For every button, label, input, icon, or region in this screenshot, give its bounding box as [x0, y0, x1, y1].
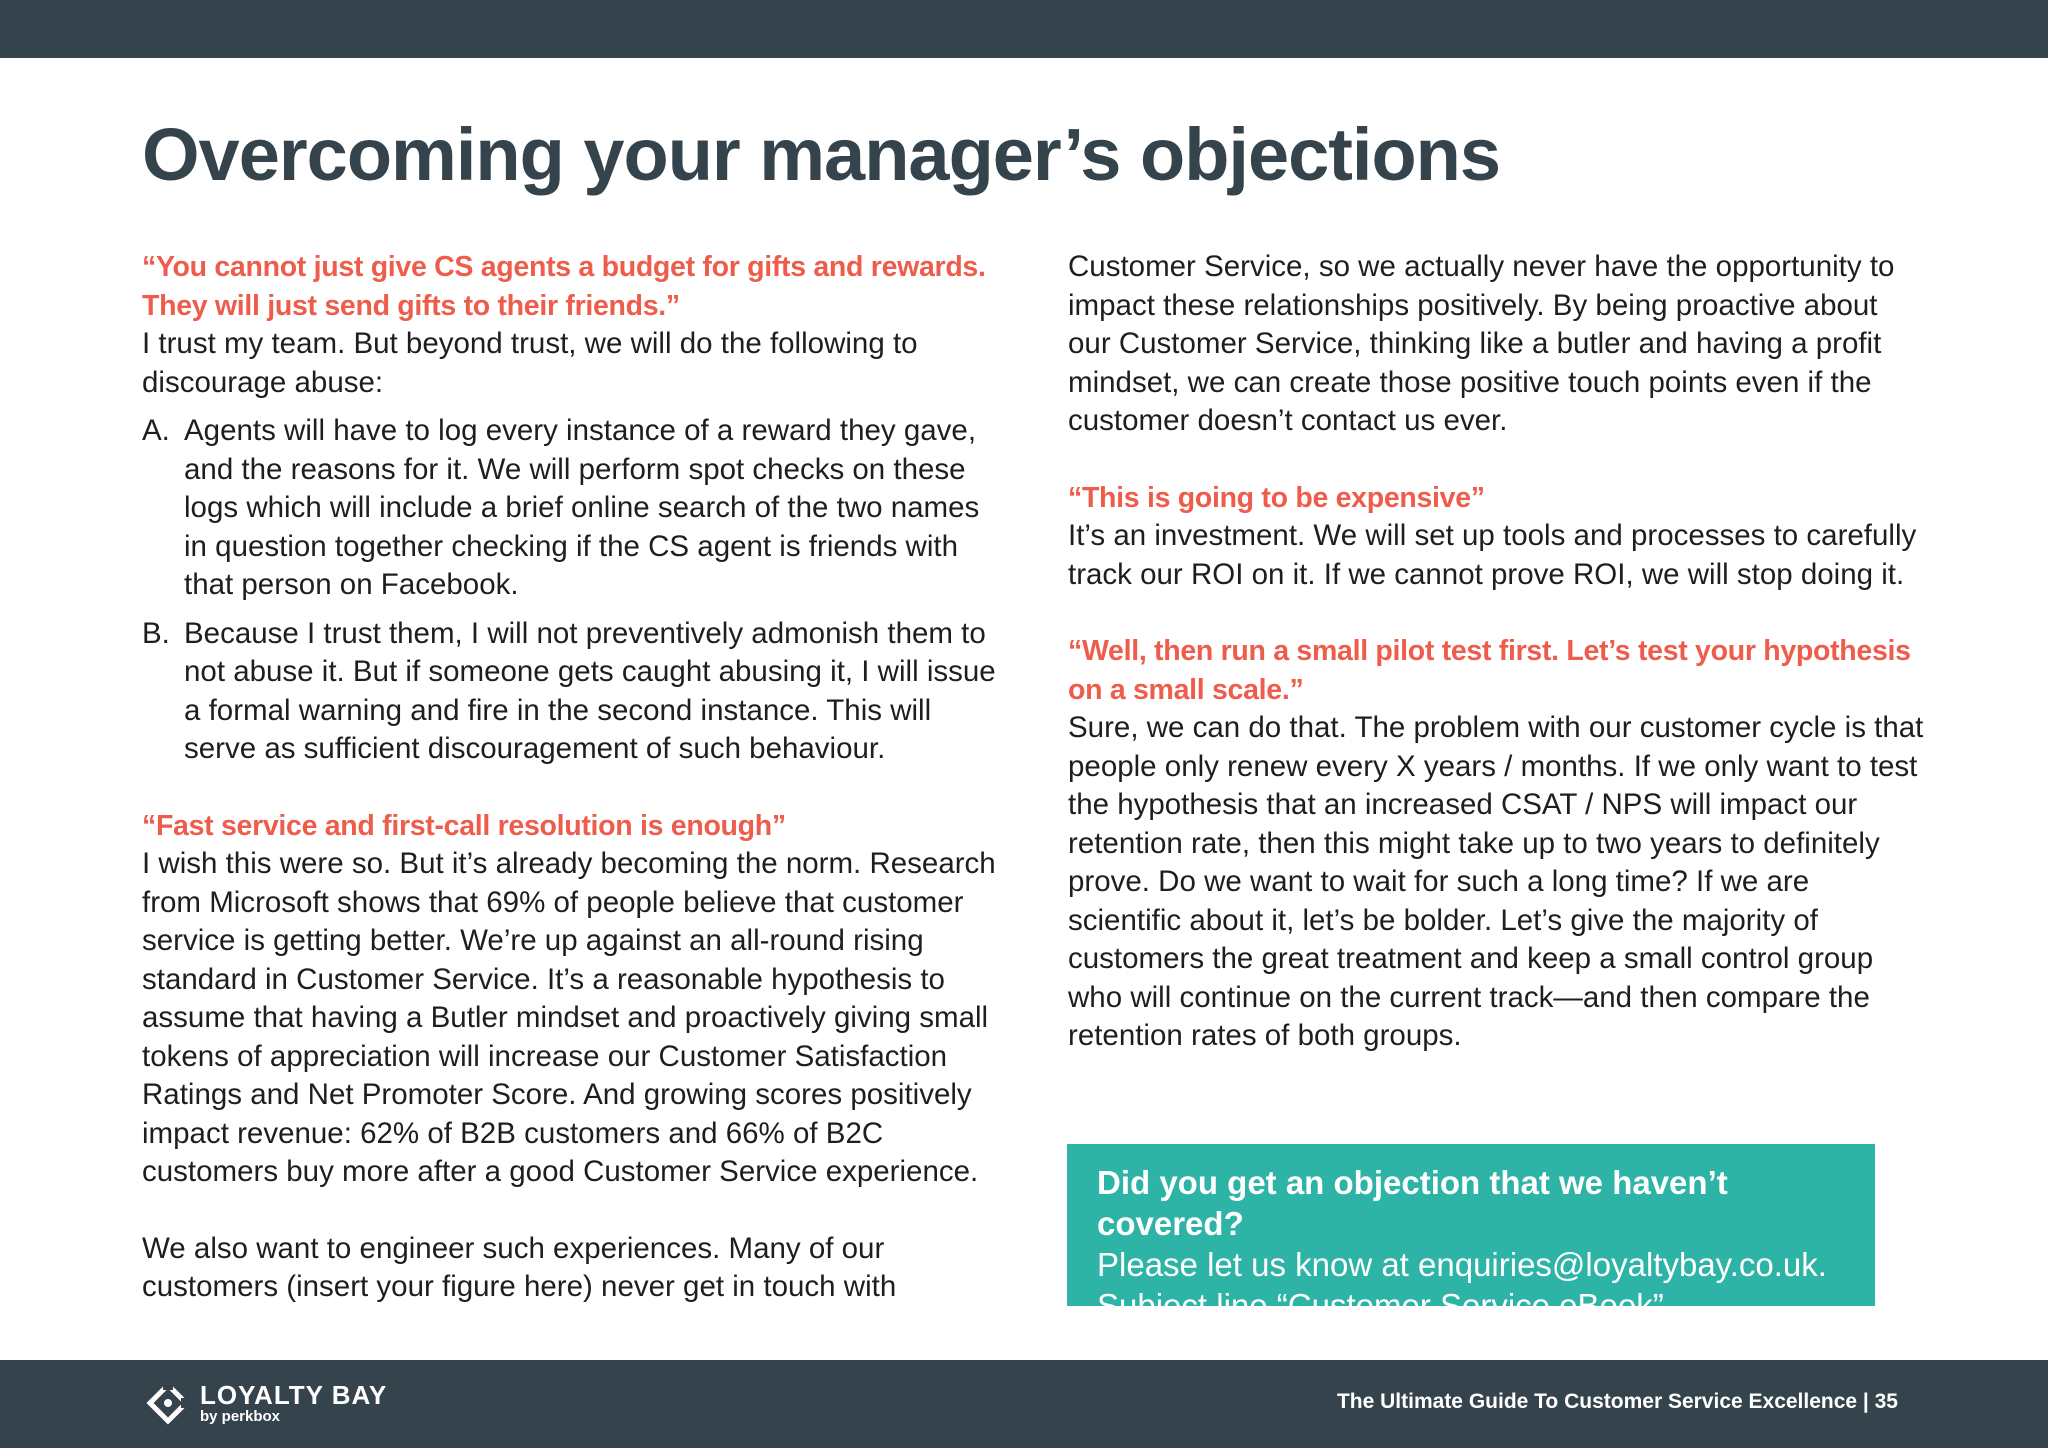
- contact-callout-box: [1067, 1144, 1875, 1324]
- objection-quote-pilot-test: “Well, then run a small pilot test first. Let’s test your hypothesis on a small scale.”: [1068, 635, 1911, 706]
- logo-name: LOYALTY BAY: [200, 1380, 388, 1410]
- objection-answer-fast-service: I wish this were so. But it’s already becoming the norm. Research from Microsoft shows that 69% of people believe that customer service is getting better. We’re up against an all-round rising standard in Customer Service. It’s a reasonable hypothesis to assume that having a Butler mindset and proactively giving small tokens of appreciation will increase our Customer Satisfaction Ratings and Net Promoter Score. And growing scores positively impact revenue: 62% of B2B customers and 66% of B2C customers buy more after a good Customer Service experience.: [142, 847, 996, 1188]
- logo-subtitle: by perkbox: [200, 1408, 281, 1425]
- objection-quote-fast-service: “Fast service and first-call resolution is enough”: [142, 809, 786, 842]
- objection-answer-expensive: It’s an investment. We will set up tools and processes to carefully track our ROI on it. If we cannot prove ROI, we will stop doing it.: [1068, 519, 1917, 591]
- footer-bar: [0, 1360, 2048, 1448]
- objection-quote-expensive: “This is going to be expensive”: [1068, 481, 1485, 514]
- column-continuation: Customer Service, so we actually never have the opportunity to impact these relationships positively. By being proactive about our Customer Service, thinking like a butler and having a profit mindset, we can create those positive touch points even if the customer doesn’t contact us ever.: [1068, 250, 1895, 437]
- abuse-prevention-list: [142, 412, 1002, 769]
- list-marker: A.: [142, 414, 170, 447]
- objection-answer-pilot-test: Sure, we can do that. The problem with our customer cycle is that people only renew every X years / months. If we only want to test the hypothesis that an increased CSAT / NPS will impact our retention rate, then this might take up to two years to definitely prove. Do we want to wait for such a long time? If we are scientific about it, let’s be bolder. Let’s give the majority of customers the great treatment and keep a small control group who will continue on the current track—and then compare the retention rates of both groups.: [1068, 711, 1924, 1052]
- list-item: [142, 412, 1002, 605]
- page-title: Overcoming your manager’s objections: [142, 113, 1501, 196]
- list-marker: B.: [142, 616, 170, 650]
- list-item-text: Agents will have to log every instance of a reward they gave, and the reasons for it. We will perform spot checks on these logs which will include a brief online search of the two names in question together checking if the CS agent is friends with that person on Facebook.: [184, 414, 980, 601]
- top-bar: [0, 0, 2048, 58]
- callout-heading: Did you get an objection that we haven’t covered?: [1097, 1164, 1728, 1242]
- objection-quote-gifts: “You cannot just give CS agents a budget for gifts and rewards. They will just send gifts to their friends.”: [142, 251, 986, 322]
- left-column: [142, 248, 1002, 1307]
- right-column: [1068, 248, 1928, 1056]
- loyalty-bay-logo-icon: [146, 1381, 190, 1425]
- list-item-text: Because I trust them, I will not preventively admonish them to not abuse it. But if someone gets caught abusing it, I will issue a formal warning and fire in the second instance. This will serve as sufficient discouragement of such behaviour.: [184, 616, 996, 765]
- loyalty-bay-logo: [146, 1378, 387, 1428]
- callout-subject-line: Subject line “Customer Service eBook”.: [1097, 1287, 1673, 1324]
- footer-guide-title-page-number: The Ultimate Guide To Customer Service Excellence | 35: [1336, 1390, 1898, 1413]
- objection-answer-intro: I trust my team. But beyond trust, we will do the following to discourage abuse:: [142, 327, 918, 399]
- objection-answer-continued: We also want to engineer such experiences. Many of our customers (insert your figure here) never get in touch with: [142, 1231, 897, 1303]
- list-item: [142, 615, 1002, 769]
- callout-email-line: Please let us know at enquiries@loyaltybay.co.uk.: [1097, 1246, 1827, 1283]
